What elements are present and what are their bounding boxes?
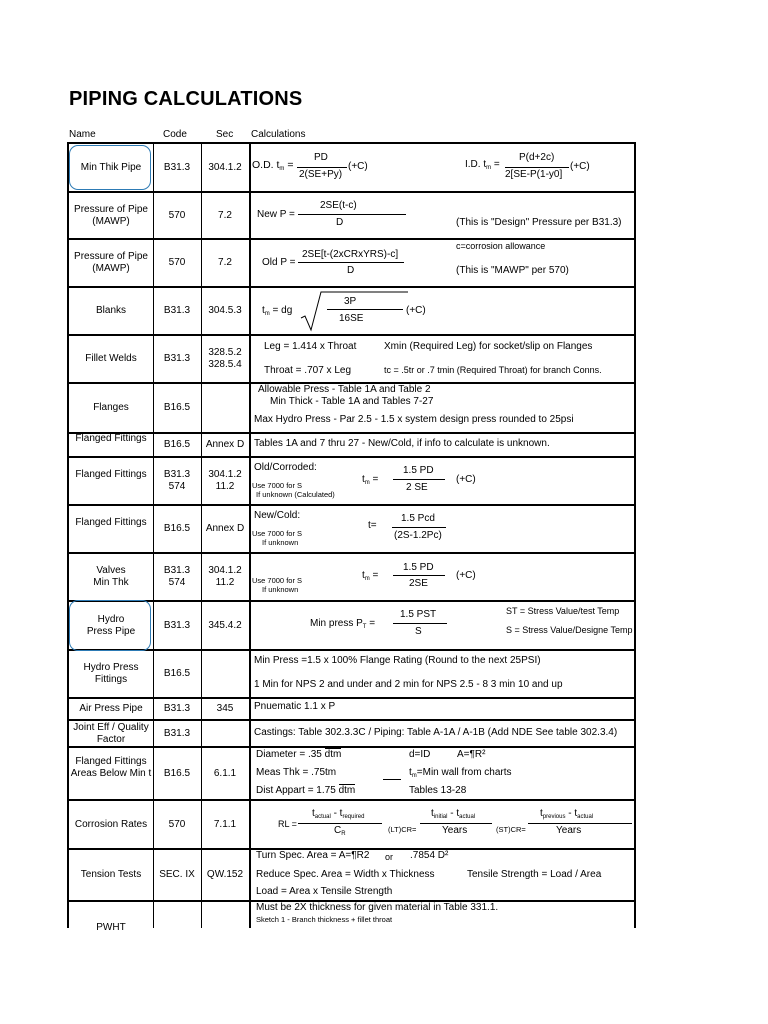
id-plus-c: (+C) xyxy=(570,161,590,172)
use-7000-note: Use 7000 for S xyxy=(252,529,303,538)
blank-plus-c: (+C) xyxy=(406,305,426,316)
page-title: PIPING CALCULATIONS xyxy=(69,88,303,110)
fraction-bar xyxy=(505,167,569,168)
table-cell-code: 570 xyxy=(168,209,186,221)
table-cell-name: Min Thik Pipe xyxy=(80,161,142,173)
table-cell-sec: Annex D xyxy=(205,523,245,534)
d-id-note: d=ID xyxy=(409,749,431,760)
castings-note: Castings: Table 302.3.3C / Piping: Table A-1A / A-1B (Add NDE See table 302.3.4) xyxy=(254,727,618,738)
lt-numerator: $t_{initial} - t_{actual}$ xyxy=(431,808,476,820)
ff-plus-c: (+C) xyxy=(456,474,476,485)
fraction-bar xyxy=(528,823,632,824)
table-cell-sec: 7.1.1 xyxy=(213,818,237,830)
table-cell-code: B16.5 xyxy=(163,402,191,413)
blank-denominator: 16SE xyxy=(339,313,364,324)
header-calculations: Calculations xyxy=(251,129,306,140)
throat-formula: Throat = .707 x Leg xyxy=(264,365,352,376)
rl-label: RL = xyxy=(278,819,297,829)
table-cell-code: B31.3 xyxy=(163,161,191,173)
st-denominator: Years xyxy=(556,825,582,836)
use-7000-note: Use 7000 for S xyxy=(252,576,303,585)
dist-appart-formula: Dist Appart = 1.75 dtm xyxy=(256,785,356,796)
header-sec: Sec xyxy=(216,129,234,140)
new-p-label: New P = xyxy=(257,209,295,220)
table-cell-code: 570 xyxy=(168,818,186,830)
od-plus-c: (+C) xyxy=(348,161,368,172)
old-corroded-label: Old/Corroded: xyxy=(254,462,317,473)
blank-numerator: 3P xyxy=(344,296,357,307)
st-cr-label: (ST)CR= xyxy=(496,825,526,834)
table-cell-name: Pressure of Pipe (MAWP) xyxy=(74,203,148,227)
fraction-bar xyxy=(298,262,404,263)
tc-note: tc = .5tr or .7 tmin (Required Throat) for branch Conns. xyxy=(384,365,602,375)
rl-numerator: $t_{actual} - t_{required}$ xyxy=(312,808,365,820)
table-cell-code: B31.3 xyxy=(163,727,191,739)
table-cell-sec: Annex D xyxy=(205,439,245,450)
ff-numerator: 1.5 PD xyxy=(403,465,434,476)
fraction-bar xyxy=(393,623,447,624)
ff-tm-label: $t_m$ = xyxy=(362,474,379,486)
tensile-strength: Tensile Strength = Load / Area xyxy=(467,869,602,880)
new-cold-label: New/Cold: xyxy=(254,510,301,521)
reduce-spec-area: Reduce Spec. Area = Width x Thickness xyxy=(256,869,435,880)
id-denominator: 2[SE-P(1-y0] xyxy=(505,169,563,180)
lt-denominator: Years xyxy=(442,825,468,836)
column-border xyxy=(249,142,251,928)
old-p-denominator: D xyxy=(347,265,355,276)
ff2-t-label: t= xyxy=(368,520,377,531)
table-cell-name: Flanges xyxy=(93,402,129,413)
design-pressure-note: (This is "Design" Pressure per B31.3) xyxy=(456,217,622,228)
diameter-formula: Diameter = .35 dtm xyxy=(256,749,342,760)
table-cell-name: Hydro Press Fittings xyxy=(83,662,139,685)
table-cell-name: Corrosion Rates xyxy=(74,818,148,830)
table-cell-code: B31.3 xyxy=(163,353,191,364)
od-label: O.D. $t_m$ = xyxy=(252,159,294,172)
st-numerator: $t_{previous} - t_{actual}$ xyxy=(540,808,594,820)
fraction-bar xyxy=(393,575,445,576)
table-cell-code: B16.5 xyxy=(163,523,191,534)
hydro-fitting-duration: 1 Min for NPS 2 and under and 2 min for NPS 2.5 - 8 3 min 10 and up xyxy=(254,679,563,690)
table-cell-name: Joint Eff / Quality Factor xyxy=(73,721,149,745)
leg-formula: Leg = 1.414 x Throat xyxy=(264,341,357,352)
valve-numerator: 1.5 PD xyxy=(403,562,434,573)
xmin-note: Xmin (Required Leg) for socket/slip on Flanges xyxy=(384,341,593,352)
hydro-fitting-min-press: Min Press =1.5 x 100% Flange Rating (Round to the next 25PSI) xyxy=(254,655,541,666)
fraction-bar xyxy=(420,823,492,824)
table-cell-name: Hydro Press Pipe xyxy=(86,613,136,637)
table-cell-sec: 304.5.3 xyxy=(208,305,242,316)
table-cell-sec: 304.1.2 xyxy=(208,161,242,173)
table-cell-name: PWHT xyxy=(96,922,126,933)
fraction-bar xyxy=(297,167,347,168)
table-cell-code: B16.5 xyxy=(163,767,191,779)
header-code: Code xyxy=(163,129,187,140)
table-cell-sec: 304.1.2 11.2 xyxy=(208,565,242,588)
id-numerator: P(d+2c) xyxy=(519,152,555,163)
old-p-numerator: 2SE[t-(2xCRxYRS)-c] xyxy=(302,249,399,260)
if-unknown-note: If unknown xyxy=(262,585,299,594)
tables-note: Tables 1A and 7 thru 27 - New/Cold, if info to calculate is unknown. xyxy=(254,438,550,449)
old-p-label: Old P = xyxy=(262,257,296,268)
turn-spec-area-alt: .7854 D² xyxy=(410,850,449,861)
column-border xyxy=(634,142,636,928)
table-cell-code: B31.3 574 xyxy=(163,565,191,588)
table-cell-code: B16.5 xyxy=(163,668,191,679)
table-cell-name: Pressure of Pipe (MAWP) xyxy=(74,251,148,274)
od-numerator: PD xyxy=(314,152,328,163)
meas-thk-formula: Meas Thk = .75tm xyxy=(256,767,337,778)
header-name: Name xyxy=(69,129,96,140)
id-label: I.D. $t_m$ = xyxy=(465,159,500,171)
fraction-bar xyxy=(393,479,445,480)
table-cell-code: B31.3 xyxy=(163,619,191,631)
fraction-bar xyxy=(392,527,446,528)
table-cell-sec: 304.1.2 11.2 xyxy=(208,469,242,492)
fraction-bar xyxy=(298,214,406,215)
table-cell-code: 570 xyxy=(168,257,186,268)
flange-hydro: Max Hydro Press - Par 2.5 - 1.5 x system design press rounded to 25psi xyxy=(254,414,574,425)
table-cell-sec: 7.2 xyxy=(218,209,232,221)
lt-cr-label: (LT)CR= xyxy=(388,825,417,834)
table-cell-name: Flanged Fittings xyxy=(75,433,147,444)
table-cell-sec: 328.5.2 328.5.4 xyxy=(208,347,242,370)
ff-denominator: 2 SE xyxy=(406,482,428,493)
table-cell-name: Tension Tests xyxy=(80,869,142,880)
hydro-numerator: 1.5 PST xyxy=(400,609,437,620)
table-cell-name: Flanged Fittings Areas Below Min t xyxy=(70,755,152,779)
table-cell-code: SEC. IX xyxy=(159,869,195,880)
fraction-bar xyxy=(327,309,403,310)
table-cell-sec: 6.1.1 xyxy=(213,767,237,779)
pnuematic-note: Pnuematic 1.1 x P xyxy=(254,701,336,712)
rl-denominator: $C_R$ xyxy=(334,825,346,837)
or-label: or xyxy=(385,852,394,862)
divider xyxy=(383,779,401,780)
flange-allow-press: Allowable Press - Table 1A and Table 2 xyxy=(258,384,431,395)
new-p-denominator: D xyxy=(336,217,344,228)
table-cell-sec: QW.152 xyxy=(206,869,244,880)
table-cell-sec: 7.2 xyxy=(218,257,232,268)
ff2-denominator: (2S-1.2Pc) xyxy=(394,530,442,541)
fraction-bar xyxy=(298,823,382,824)
table-cell-code: B31.3 xyxy=(163,703,191,714)
corrosion-allowance-note: c=corrosion allowance xyxy=(456,241,546,251)
tm-note: $t_m=Min$ wall from charts xyxy=(409,767,512,779)
blank-tm-label: $t_m$ = dg xyxy=(262,305,293,317)
table-cell-name: Flanged Fittings xyxy=(75,517,147,528)
turn-spec-area: Turn Spec. Area = A=¶R2 xyxy=(256,850,370,861)
table-cell-name: Valves Min Thk xyxy=(93,565,129,588)
min-press-label: Min press $P_T$ = xyxy=(310,618,376,630)
s-note: S = Stress Value/Designe Temp xyxy=(506,625,633,635)
st-note: ST = Stress Value/test Temp xyxy=(506,606,620,616)
table-cell-code: B31.3 xyxy=(163,305,191,316)
table-cell-name: Air Press Pipe xyxy=(79,703,143,714)
od-denominator: 2(SE+Py) xyxy=(299,169,343,180)
new-p-numerator: 2SE(t-c) xyxy=(320,200,357,211)
ff2-numerator: 1.5 Pcd xyxy=(401,513,435,524)
tables-range-note: Tables 13-28 xyxy=(409,785,467,796)
pwht-thickness-note: Must be 2X thickness for given material in Table 331.1. xyxy=(256,902,499,913)
table-cell-sec: 345.4.2 xyxy=(208,619,242,631)
table-cell-code: B31.3 574 xyxy=(163,469,191,492)
valve-denominator: 2SE xyxy=(409,578,428,589)
flange-min-thick: Min Thick - Table 1A and Tables 7-27 xyxy=(270,396,434,407)
mawp-note: (This is "MAWP" per 570) xyxy=(456,265,569,276)
table-cell-name: Blanks xyxy=(95,305,126,316)
use-7000-note: Use 7000 for S xyxy=(252,481,303,490)
table-cell-sec: 345 xyxy=(216,703,234,714)
table-cell-name: Flanged Fittings xyxy=(75,469,147,480)
table-cell-name: Fillet Welds xyxy=(85,353,137,364)
if-unknown-note: If unknown (Calculated) xyxy=(256,490,335,499)
if-unknown-note: If unknown xyxy=(262,538,299,547)
table-cell-code: B16.5 xyxy=(163,439,191,450)
area-formula: A=¶R² xyxy=(457,749,486,760)
pwht-sketch-note: Sketch 1 - Branch thickness + fillet throat xyxy=(256,915,393,924)
valve-tm-label: $t_m$ = xyxy=(362,570,379,582)
hydro-denominator: S xyxy=(415,626,422,637)
valve-plus-c: (+C) xyxy=(456,570,476,581)
load-formula: Load = Area x Tensile Strength xyxy=(256,886,393,897)
